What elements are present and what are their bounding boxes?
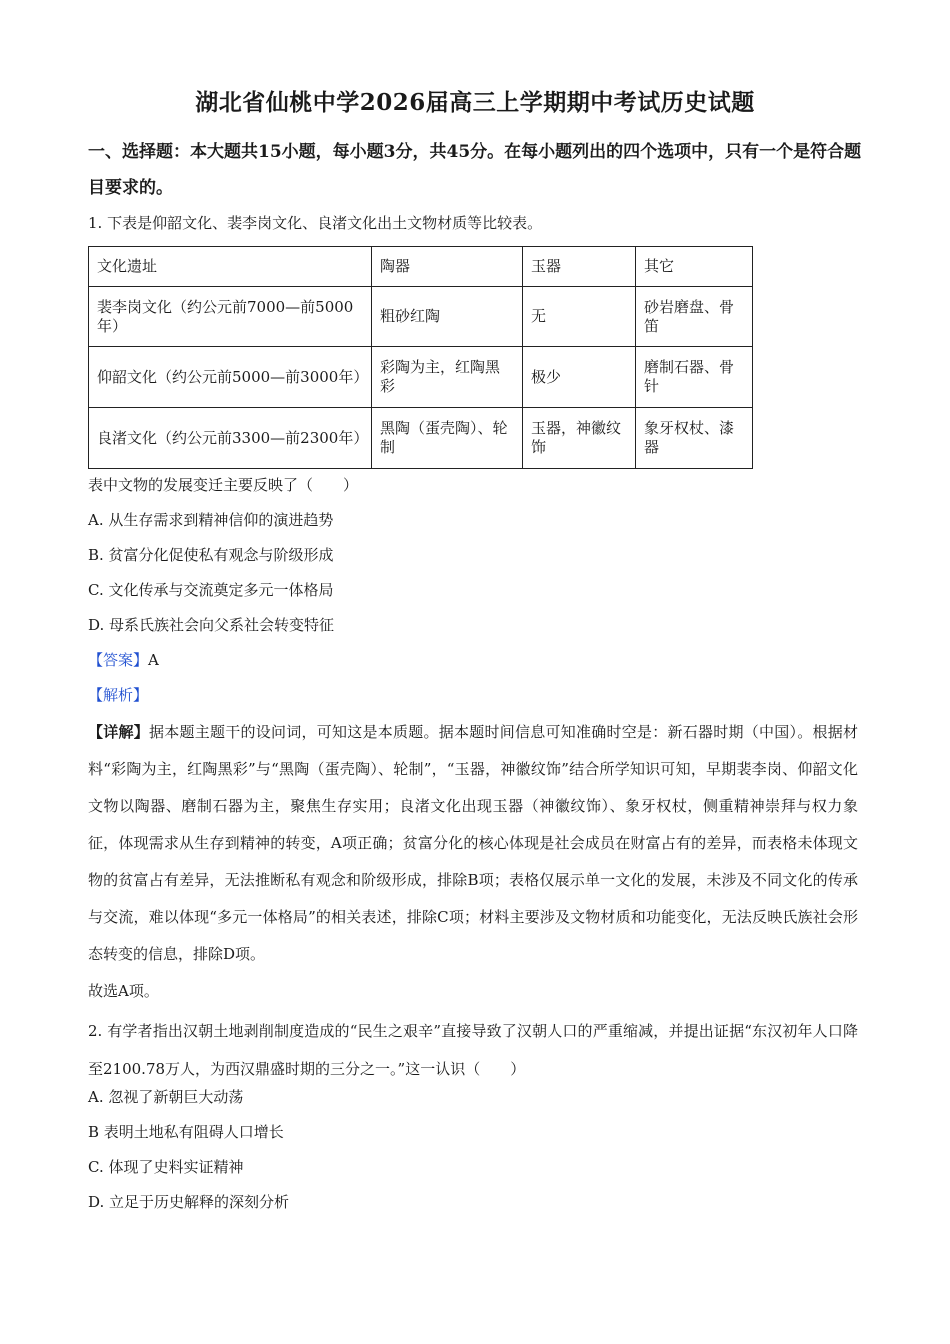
table-cell: 仰韶文化（约公元前5000—前3000年） — [89, 347, 372, 408]
q2-option-a: A. 忽视了新朝巨大动荡 — [88, 1088, 244, 1106]
table-header-cell: 陶器 — [372, 247, 523, 287]
table-cell: 良渚文化（约公元前3300—前2300年） — [89, 408, 372, 469]
table-header-cell: 其它 — [636, 247, 753, 287]
table-cell: 玉器，神徽纹饰 — [523, 408, 636, 469]
table-cell: 极少 — [523, 347, 636, 408]
table-row — [89, 408, 753, 469]
table-header-row — [89, 247, 753, 287]
table-cell: 粗砂红陶 — [372, 287, 523, 347]
answer-label: 【答案】 — [88, 651, 149, 669]
page-title: 湖北省仙桃中学2026届高三上学期期中考试历史试题 — [195, 89, 755, 116]
q1-option-d: D. 母系氏族社会向父系社会转变特征 — [88, 616, 335, 634]
q2-option-b: B 表明土地私有阻碍人口增长 — [88, 1123, 284, 1141]
q2-option-c: C. 体现了史料实证精神 — [88, 1158, 244, 1176]
q1-stem: 1. 下表是仰韶文化、裴李岗文化、良渚文化出土文物材质等比较表。 — [88, 214, 543, 232]
table-header-cell: 玉器 — [523, 247, 636, 287]
table-cell: 彩陶为主，红陶黑彩 — [372, 347, 523, 408]
detail-text: 据本题主题干的设问词，可知这是本质题。据本题时间信息可知准确时空是：新石器时期（中国）。根据材料“彩陶为主，红陶黑彩”与“黑陶（蛋壳陶）、轮制”，“玉器，神徽纹饰”结合所学知识可知，早期裴李岗、仰韶文化文物以陶器、磨制石器为主，聚焦生存实用；良渚文化出现玉器（神徽纹饰）、象牙权杖，侧重精神崇拜与权力象征，体现需求从生存到精神的转变，A项正确；贫富分化的核心体现是社会成员在财富占有的差异，而表格未体现文物的贫富占有差异，无法推断私有观念和阶级形成，排除B项；表格仅展示单一文化的发展，未涉及不同文化的传承与交流，难以体现“多元一体格局”的相关表述，排除C项；材料主要涉及文物材质和功能变化，无法反映氏族社会形态转变的信息，排除D项。 — [88, 723, 858, 963]
analysis-label: 【解析】 — [88, 686, 149, 704]
table-cell: 无 — [523, 287, 636, 347]
comparison-table — [88, 246, 753, 469]
q1-option-b: B. 贫富分化促使私有观念与阶级形成 — [88, 546, 334, 564]
q1-option-c: C. 文化传承与交流奠定多元一体格局 — [88, 581, 334, 599]
q1-answer — [88, 649, 159, 671]
table-row — [89, 287, 753, 347]
answer-value: A — [148, 651, 159, 669]
q1-explanation — [88, 714, 858, 1010]
table-header-cell: 文化遗址 — [89, 247, 372, 287]
q1-option-a: A. 从生存需求到精神信仰的演进趋势 — [88, 511, 334, 529]
table-cell: 磨制石器、骨针 — [636, 347, 753, 408]
table-cell: 象牙权杖、漆器 — [636, 408, 753, 469]
detail-label: 【详解】 — [88, 723, 149, 741]
table-cell: 砂岩磨盘、骨笛 — [636, 287, 753, 347]
table-cell: 裴李岗文化（约公元前7000—前5000年） — [89, 287, 372, 347]
q1-question: 表中文物的发展变迁主要反映了（ ） — [88, 476, 359, 494]
conclusion-text: 故选A项。 — [88, 982, 159, 1000]
table-row — [89, 347, 753, 408]
q2-option-d: D. 立足于历史解释的深刻分析 — [88, 1193, 290, 1211]
section-heading: 一、选择题：本大题共15小题，每小题3分，共45分。在每小题列出的四个选项中，只有一个是符合题目要求的。 — [88, 142, 862, 198]
q2-stem: 2. 有学者指出汉朝土地剥削制度造成的“民生之艰辛”直接导致了汉朝人口的严重缩减，并提出证据“东汉初年人口降至2100.78万人，为西汉鼎盛时期的三分之一。”这一认识（ ） — [88, 1022, 858, 1078]
table-cell: 黑陶（蛋壳陶）、轮制 — [372, 408, 523, 469]
